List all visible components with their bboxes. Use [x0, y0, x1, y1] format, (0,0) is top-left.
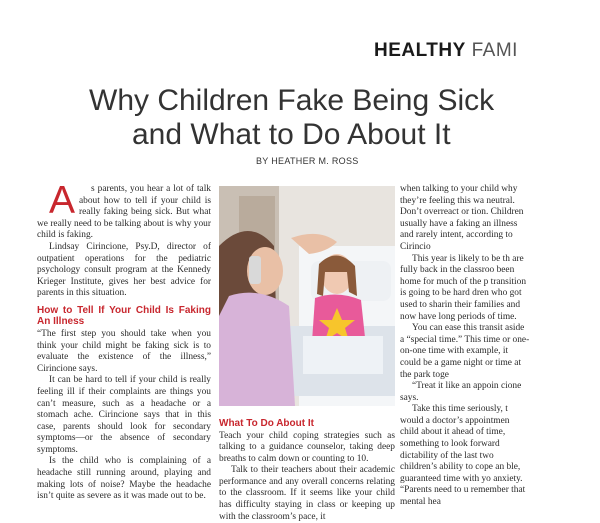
paragraph: when talking to your child why they’re feeling this wa neutral. Don’t overreact or tion. Children usually have a faking an illness and rarely intent, according to Cirincio: [400, 184, 524, 252]
subhead-how-to-tell: How to Tell If Your Child Is Faking An Illness: [37, 304, 211, 328]
article-title-line2: and What to Do About It: [132, 118, 451, 151]
paragraph: “Treat it like an appoin cione says.: [400, 381, 522, 403]
section-header-rest: FAMI: [471, 40, 518, 61]
byline: BY HEATHER M. ROSS: [256, 156, 359, 166]
paragraph: Is the child who is complaining of a headache still running around, playing and making lots of noise? Maybe the headache isn’t quite as severe as it was made out to be.: [37, 456, 211, 502]
article-title-line1: Why Children Fake Being Sick: [89, 84, 495, 117]
subhead-what-to-do: What To Do About It: [219, 418, 314, 429]
column-1: [37, 179, 211, 514]
paragraph: Teach your child coping strategies such as talking to a guidance counselor, taking deep breaths to calm down or counting to 10.: [219, 430, 395, 464]
paragraph: Lindsay Cirincione, Psy.D, director of outpatient operations for the pediatric psychology consult program at the Kennedy Krieger Institute, gives her best advice for parents in this situation.: [37, 241, 211, 299]
paragraph: Take this time seriously, t would a doctor’s appointmen child about it ahead of time, something to look forward dictability of the last two children’s ability to cope an ble, guaranteed time with yo anxiety. “Parents need to u remember that mental hea: [400, 404, 526, 508]
paragraph: Talk to their teachers about their academic performance and any overall concerns relating to the classroom. If it seems like your child has difficulty staying in class or keeping up with the classroom’s pace, it: [219, 465, 395, 522]
section-header-bold: HEALTHY: [374, 40, 466, 61]
column-3: [400, 184, 530, 514]
column-2: [219, 413, 395, 522]
paragraph: s parents, you hear a lot of talk about how to tell if your child is really faking being sick. But what we really need to be talking about is why your child is faking.: [37, 184, 211, 241]
article-photo: [219, 186, 395, 406]
paragraph: This year is likely to be th are fully back in the classroo been home for much of the p transition is going to be hard dren who got used to sharin their families and now have long periods of time.: [400, 253, 527, 322]
paragraph: It can be hard to tell if your child is really feeling ill if their complaints are things you can’t measure, such as a headache or a stomach ache. Cirincione says that in this case, parents should look for secondary symptoms—or the absence of secondary symptoms.: [37, 375, 211, 455]
paragraph: You can ease this transit aside a “special time.” This time or one-on-one time with example, it could be a game night or time at the park toge: [400, 323, 530, 380]
section-header: [374, 40, 518, 62]
paragraph: “The first step you should take when you think your child might be faking sick is to evaluate the existence of the illness,” Cirincione says.: [37, 328, 211, 374]
drop-cap: A: [49, 179, 76, 222]
photo-illustration: [219, 186, 395, 406]
